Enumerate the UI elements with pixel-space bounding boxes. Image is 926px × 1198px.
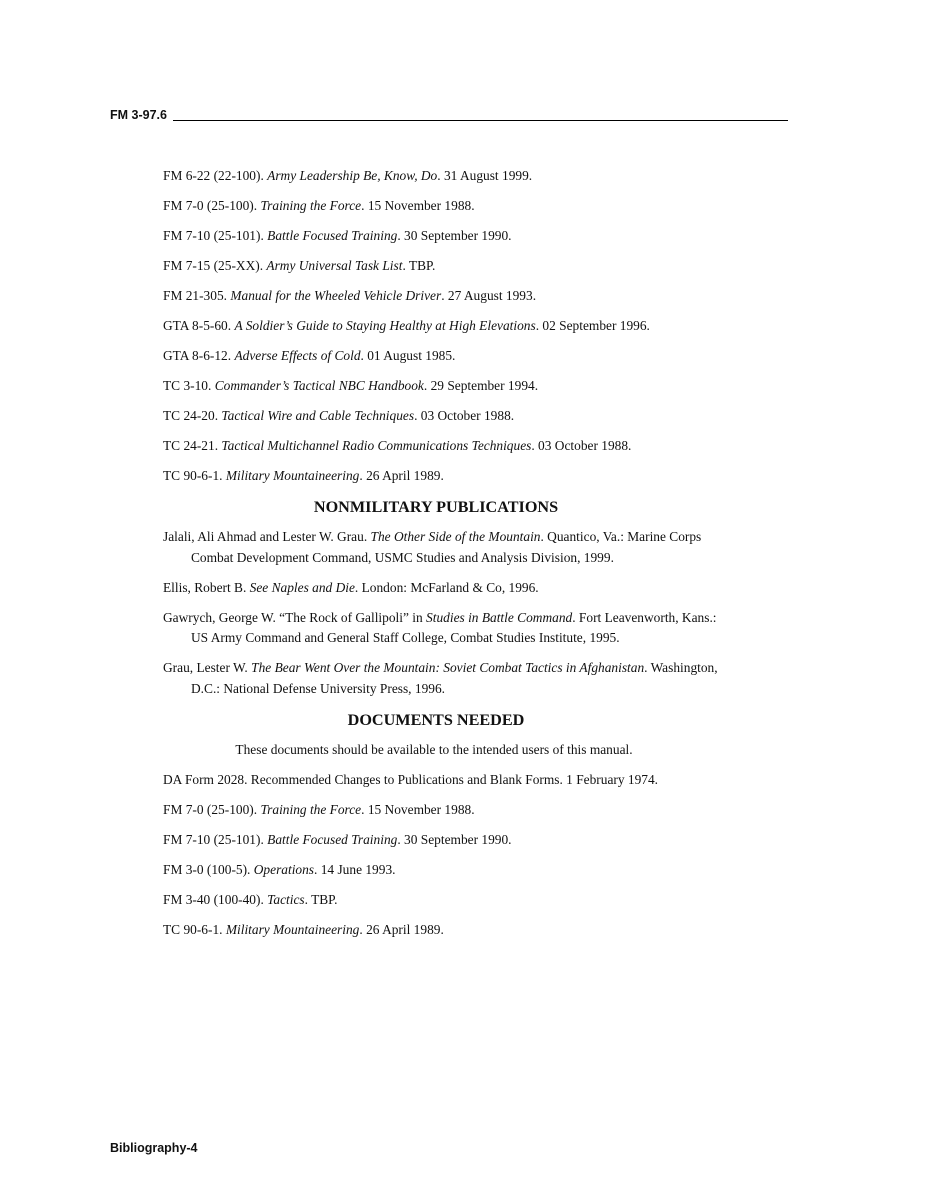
running-header (110, 108, 788, 122)
reference-entry (163, 527, 733, 568)
reference-title: Commander’s Tactical NBC Handbook (214, 378, 424, 393)
reference-prefix: Ellis, Robert B. (163, 579, 250, 595)
reference-prefix: FM 6-22 (22-100). (163, 168, 268, 183)
reference-suffix: . Washington, D.C.: National Defense University Press, 1996. (191, 660, 718, 696)
reference-suffix: . 03 October 1988. (531, 438, 632, 453)
reference-entry (163, 800, 733, 821)
reference-suffix: . TBP. (402, 258, 436, 273)
reference-prefix: TC 24-21. (163, 438, 222, 453)
reference-prefix: DA Form 2028. Recommended Changes to Publications and Blank Forms. 1 February 1974. (163, 771, 659, 787)
reference-title: Army Universal Task List (266, 258, 403, 273)
reference-suffix: . 29 September 1994. (423, 378, 539, 393)
documents-list (163, 770, 733, 941)
reference-entry (163, 860, 733, 881)
reference-prefix: FM 7-0 (25-100). (163, 801, 261, 817)
reference-suffix: . Fort Leavenworth, Kans.: US Army Command and General Staff College, Combat Studies Institute, 1995. (191, 609, 717, 645)
reference-entry (163, 226, 733, 247)
reference-prefix: FM 21-305. (163, 288, 231, 303)
reference-title: Army Leadership Be, Know, Do (267, 168, 438, 183)
document-id: FM 3-97.6 (110, 108, 167, 122)
reference-entry (163, 466, 733, 487)
reference-entry (163, 890, 733, 911)
reference-title: A Soldier’s Guide to Staying Healthy at High Elevations (234, 318, 536, 333)
reference-entry (163, 830, 733, 851)
reference-prefix: TC 90-6-1. (163, 468, 226, 483)
reference-title: Manual for the Wheeled Vehicle Driver (230, 288, 442, 303)
reference-prefix: FM 3-40 (100-40). (163, 891, 268, 907)
reference-suffix: . 30 September 1990. (397, 831, 512, 847)
reference-suffix: . 30 September 1990. (397, 228, 512, 243)
reference-entry (163, 658, 733, 699)
reference-prefix: TC 3-10. (163, 378, 215, 393)
reference-prefix: TC 24-20. (163, 408, 222, 423)
reference-prefix: GTA 8-5-60. (163, 318, 235, 333)
reference-list (163, 166, 733, 487)
reference-title: Operations (253, 861, 315, 877)
reference-title: The Bear Went Over the Mountain: Soviet Combat Tactics in Afghanistan (251, 660, 645, 675)
reference-entry (163, 578, 733, 599)
reference-suffix: . 15 November 1988. (361, 198, 475, 213)
reference-title: Adverse Effects of Cold (234, 348, 361, 363)
reference-title: Tactical Wire and Cable Techniques (221, 408, 415, 423)
reference-suffix: . 03 October 1988. (414, 408, 515, 423)
reference-title: Studies in Battle Command (426, 609, 573, 625)
reference-entry (163, 286, 733, 307)
reference-entry (163, 376, 733, 397)
reference-prefix: Gawrych, George W. “The Rock of Gallipoli” in (163, 609, 427, 625)
reference-entry (163, 920, 733, 941)
documents-needed-heading: DOCUMENTS NEEDED (347, 710, 525, 729)
reference-entry (163, 196, 733, 217)
reference-prefix: FM 7-10 (25-101). (163, 831, 268, 847)
bibliography-content (163, 166, 733, 950)
nonmilitary-list (163, 527, 733, 699)
reference-prefix: FM 7-0 (25-100). (163, 198, 261, 213)
reference-suffix: . 01 August 1985. (360, 348, 456, 363)
reference-title: Tactics (267, 891, 305, 907)
page-footer: Bibliography-4 (110, 1141, 198, 1155)
reference-title: Tactical Multichannel Radio Communications Techniques (221, 438, 532, 453)
reference-title: Battle Focused Training (267, 228, 398, 243)
reference-suffix: . 14 June 1993. (314, 861, 396, 877)
reference-suffix: . 31 August 1999. (437, 168, 533, 183)
reference-title: Military Mountaineering (225, 468, 360, 483)
reference-entry (163, 436, 733, 457)
reference-entry (163, 256, 733, 277)
reference-entry (163, 346, 733, 367)
reference-title: Training the Force (260, 801, 362, 817)
reference-entry (163, 316, 733, 337)
reference-suffix: . TBP. (304, 891, 338, 907)
reference-prefix: FM 3-0 (100-5). (163, 861, 254, 877)
reference-title: Battle Focused Training (267, 831, 398, 847)
nonmilitary-heading: NONMILITARY PUBLICATIONS (313, 498, 559, 516)
reference-title: The Other Side of the Mountain (370, 529, 541, 544)
reference-title: Training the Force (260, 198, 362, 213)
reference-prefix: FM 7-10 (25-101). (163, 228, 268, 243)
reference-prefix: FM 7-15 (25-XX). (163, 258, 267, 273)
reference-entry (163, 608, 733, 649)
reference-suffix: . Quantico, Va.: Marine Corps Combat Development Command, USMC Studies and Analysis Division, 1999. (191, 529, 702, 565)
reference-suffix: . 15 November 1988. (361, 801, 475, 817)
reference-prefix: TC 90-6-1. (163, 921, 226, 937)
reference-suffix: . London: McFarland & Co, 1996. (354, 579, 539, 595)
header-rule (173, 120, 788, 121)
reference-title: See Naples and Die (249, 579, 355, 595)
reference-suffix: . 26 April 1989. (359, 468, 444, 483)
reference-entry (163, 166, 733, 187)
reference-prefix: Jalali, Ali Ahmad and Lester W. Grau. (163, 529, 371, 544)
reference-suffix: . 27 August 1993. (441, 288, 537, 303)
documents-note: These documents should be available to the intended users of this manual. (235, 741, 633, 757)
reference-suffix: . 26 April 1989. (359, 921, 444, 937)
reference-prefix: Grau, Lester W. (163, 660, 252, 675)
reference-entry (163, 406, 733, 427)
reference-prefix: GTA 8-6-12. (163, 348, 235, 363)
reference-suffix: . 02 September 1996. (535, 318, 650, 333)
reference-entry (163, 770, 733, 791)
reference-title: Military Mountaineering (225, 921, 360, 937)
